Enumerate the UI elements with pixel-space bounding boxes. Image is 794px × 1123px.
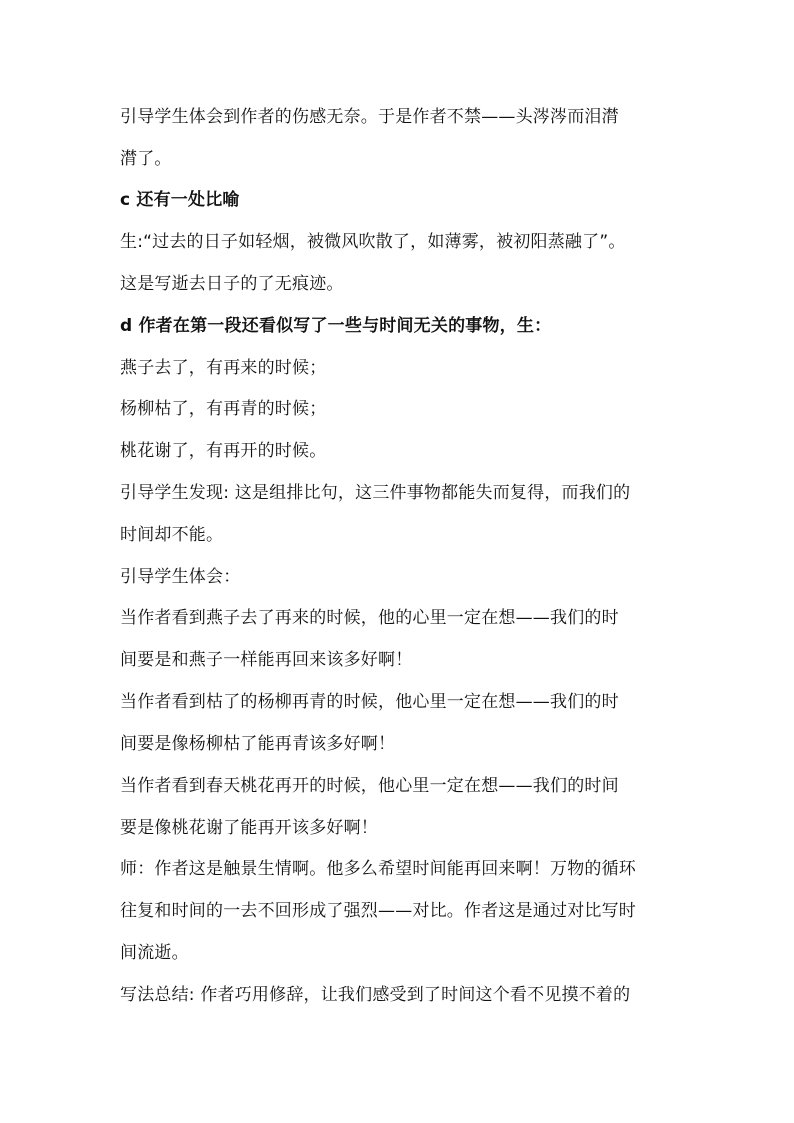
paragraph-line: 往复和时间的一去不回形成了强烈——对比。作者这是通过对比写时 bbox=[120, 901, 636, 921]
paragraph-line: 引导学生体会： bbox=[120, 567, 241, 587]
paragraph-line: 引导学生发现: 这是组排比句，这三件事物都能失而复得，而我们的 bbox=[120, 483, 631, 503]
quote-line: 桃花谢了，有再开的时候。 bbox=[120, 441, 327, 461]
paragraph-line: 当作者看到燕子去了再来的时候，他的心里一定在想——我们的时 bbox=[120, 608, 619, 628]
paragraph-line: 引导学生体会到作者的伤感无奈。于是作者不禁——头涔涔而泪潸 bbox=[120, 107, 619, 127]
paragraph-line: 当作者看到枯了的杨柳再青的时候，他心里一定在想——我们的时 bbox=[120, 692, 619, 712]
paragraph-line: 当作者看到春天桃花再开的时候，他心里一定在想——我们的时间 bbox=[120, 776, 619, 796]
quote-line: 杨柳枯了，有再青的时候； bbox=[120, 399, 327, 419]
quote-line: 燕子去了，有再来的时候； bbox=[120, 358, 327, 378]
paragraph-line: 这是写逝去日子的了无痕迹。 bbox=[120, 274, 344, 294]
paragraph-line: 间流逝。 bbox=[120, 943, 189, 963]
paragraph-line: 师：作者这是触景生情啊。他多么希望时间能再回来啊！万物的循环 bbox=[120, 859, 636, 879]
paragraph-line: 要是像桃花谢了能再开该多好啊！ bbox=[120, 818, 378, 838]
section-heading-d: d 作者在第一段还看似写了一些与时间无关的事物，生： bbox=[120, 316, 552, 336]
paragraph-line: 潸了。 bbox=[120, 149, 172, 169]
paragraph-line: 间要是和燕子一样能再回来该多好啊！ bbox=[120, 650, 413, 670]
paragraph-line: 间要是像杨柳枯了能再青该多好啊！ bbox=[120, 734, 396, 754]
paragraph-line: 生:“过去的日子如轻烟，被微风吹散了，如薄雾，被初阳蒸融了”。 bbox=[120, 232, 626, 252]
paragraph-line: 写法总结: 作者巧用修辞，让我们感受到了时间这个看不见摸不着的 bbox=[120, 985, 631, 1005]
paragraph-line: 时间却不能。 bbox=[120, 525, 224, 545]
section-heading-c: c 还有一处比喻 bbox=[120, 190, 240, 210]
